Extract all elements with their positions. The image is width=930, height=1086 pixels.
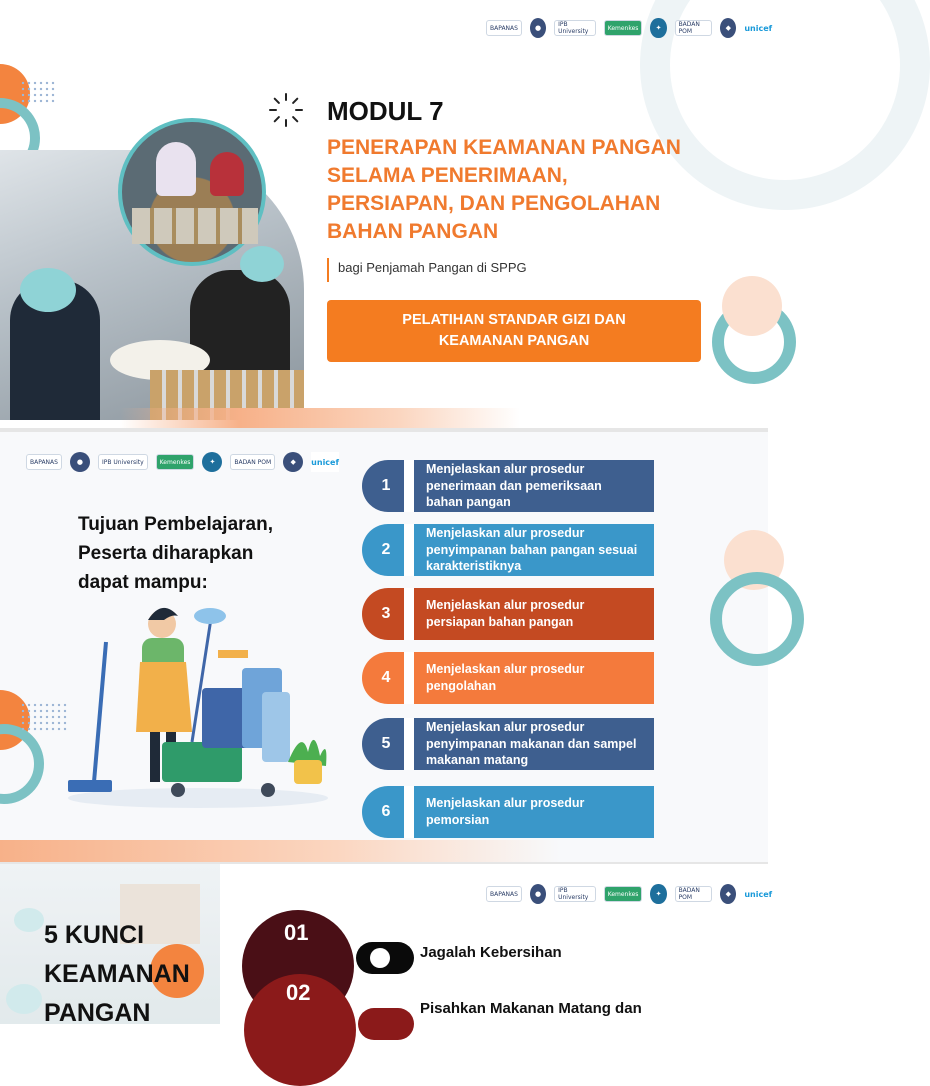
key-number-01: 01 bbox=[284, 920, 309, 945]
objective-2 bbox=[362, 524, 654, 576]
logo-unicef: unicef bbox=[744, 884, 772, 904]
objective-text: Menjelaskan alur prosedur penyimpanan makanan dan sampel makanan matang bbox=[414, 718, 654, 770]
modul-subtitle: bagi Penjamah Pangan di SPPG bbox=[338, 260, 527, 275]
objective-6 bbox=[362, 786, 654, 838]
logo-unicef: unicef bbox=[311, 452, 339, 472]
button-line-1: PELATIHAN STANDAR GIZI DAN bbox=[402, 312, 626, 328]
objective-5 bbox=[362, 718, 654, 770]
logo-seal: ● bbox=[70, 452, 90, 472]
logo-kominfo: ◆ bbox=[283, 452, 303, 472]
key-pill-02 bbox=[358, 1008, 414, 1040]
modul-number: MODUL 7 bbox=[327, 96, 444, 126]
button-line-2: KEAMANAN PANGAN bbox=[438, 333, 590, 349]
heading-line-1: 5 KUNCI bbox=[44, 921, 145, 949]
orange-gradient-bar bbox=[0, 840, 560, 864]
dot-grid-left bbox=[20, 80, 56, 104]
logo-bkkbn: ✦ bbox=[202, 452, 222, 472]
heading-line-2: Peserta diharapkan bbox=[78, 543, 254, 564]
modul-title bbox=[327, 134, 681, 246]
logo-bpom: BADAN POM bbox=[675, 20, 713, 36]
objective-number: 5 bbox=[362, 718, 410, 770]
objective-3 bbox=[362, 588, 654, 640]
logo-bkkbn: ✦ bbox=[650, 884, 666, 904]
title-line-1: PENERAPAN KEAMANAN PANGAN bbox=[327, 136, 681, 159]
logo-kominfo: ◆ bbox=[720, 18, 736, 38]
heading-line-2: KEAMANAN bbox=[44, 960, 190, 988]
hairnet-1 bbox=[20, 268, 76, 312]
slide-five-keys bbox=[0, 864, 773, 1027]
photo-hairnet bbox=[14, 908, 44, 932]
logo-kominfo: ◆ bbox=[720, 884, 736, 904]
objective-1 bbox=[362, 460, 654, 512]
peach-circle-right bbox=[722, 276, 782, 336]
logo-bapanas: BAPANAS bbox=[486, 20, 522, 36]
five-keys-heading bbox=[44, 916, 190, 1033]
logo-bpom: BADAN POM bbox=[675, 886, 713, 902]
cleaning-staff-illustration bbox=[62, 602, 334, 812]
dot-grid-left bbox=[20, 702, 68, 732]
sunburst-icon bbox=[268, 92, 304, 128]
logo-kemenkes: Kemenkes bbox=[604, 20, 643, 36]
objective-number: 3 bbox=[362, 588, 410, 640]
objective-text: Menjelaskan alur prosedur persiapan bahan pangan bbox=[414, 588, 654, 640]
logo-bkkbn: ✦ bbox=[650, 18, 666, 38]
lunch-trays bbox=[132, 208, 258, 244]
title-line-4: BAHAN PANGAN bbox=[327, 220, 499, 243]
key-text-02: Pisahkan Makanan Matang dan bbox=[420, 1000, 642, 1017]
key-text-01: Jagalah Kebersihan bbox=[420, 944, 562, 961]
partner-logos-3 bbox=[486, 884, 772, 904]
objective-number: 6 bbox=[362, 786, 410, 838]
objective-number: 2 bbox=[362, 524, 410, 576]
objective-text: Menjelaskan alur prosedur pengolahan bbox=[414, 652, 654, 704]
objective-number: 1 bbox=[362, 460, 410, 512]
objective-number: 4 bbox=[362, 652, 410, 704]
child-1 bbox=[156, 142, 196, 196]
objective-4 bbox=[362, 652, 654, 704]
slide-objectives bbox=[0, 432, 768, 864]
objective-text: Menjelaskan alur prosedur pemorsian bbox=[414, 786, 654, 838]
partner-logos-2 bbox=[26, 452, 339, 472]
logo-ipb: IPB University bbox=[98, 454, 148, 470]
training-program-button[interactable] bbox=[327, 300, 701, 362]
subtitle-bar bbox=[327, 258, 329, 282]
logo-kemenkes: Kemenkes bbox=[156, 454, 195, 470]
hairnet-2 bbox=[240, 246, 284, 282]
objective-text: Menjelaskan alur prosedur penerimaan dan pemeriksaan bahan pangan bbox=[414, 460, 654, 512]
key-number-02: 02 bbox=[286, 980, 311, 1005]
objective-text: Menjelaskan alur prosedur penyimpanan bahan pangan sesuai karakteristiknya bbox=[414, 524, 654, 576]
photo-hairnet bbox=[6, 984, 42, 1014]
teal-ring-left bbox=[0, 724, 44, 804]
logo-kemenkes: Kemenkes bbox=[604, 886, 643, 902]
objectives-heading bbox=[78, 510, 273, 597]
slide-cover bbox=[0, 0, 773, 432]
logo-unicef: unicef bbox=[744, 18, 772, 38]
heading-line-3: PANGAN bbox=[44, 999, 151, 1027]
logo-bpom: BADAN POM bbox=[230, 454, 275, 470]
heading-line-3: dapat mampu: bbox=[78, 572, 208, 593]
logo-seal: ● bbox=[530, 18, 546, 38]
key-dot-01 bbox=[370, 948, 390, 968]
logo-ipb: IPB University bbox=[554, 20, 596, 36]
partner-logos bbox=[486, 18, 772, 38]
logo-seal: ● bbox=[530, 884, 546, 904]
logo-bapanas: BAPANAS bbox=[26, 454, 62, 470]
logo-ipb: IPB University bbox=[554, 886, 596, 902]
logo-bapanas: BAPANAS bbox=[486, 886, 522, 902]
teal-ring-right bbox=[710, 572, 804, 666]
heading-line-1: Tujuan Pembelajaran, bbox=[78, 514, 273, 535]
title-line-3: PERSIAPAN, DAN PENGOLAHAN bbox=[327, 192, 661, 215]
title-line-2: SELAMA PENERIMAAN, bbox=[327, 164, 568, 187]
children-photo-circle bbox=[118, 118, 266, 266]
child-2 bbox=[210, 152, 244, 196]
